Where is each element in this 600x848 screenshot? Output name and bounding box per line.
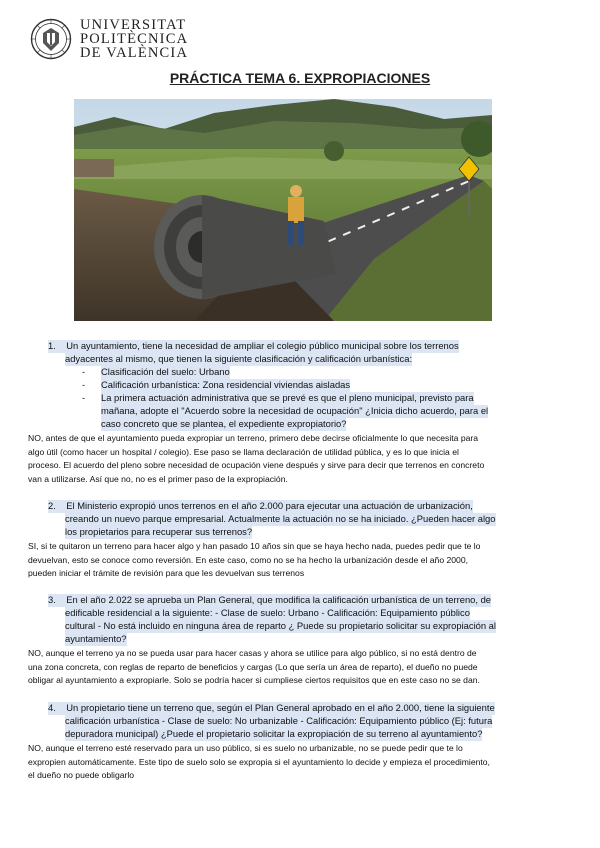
question-2-line-1 — [48, 500, 473, 513]
question-3-line-2: edificable residencial a la siguiente: - Clase de suelo: Urbano - Calificación: Equipamiento público — [65, 607, 470, 618]
question-4-line-1 — [48, 702, 495, 715]
answer-1-line: NO, antes de que el ayuntamiento pueda expropiar un terreno, primero debe decirse oficialmente lo que necesita para — [28, 433, 479, 443]
bullet-2 — [82, 379, 85, 392]
answer-1-line: van a utilizarse. Así que no, no es el primer paso de la expropiación. — [28, 473, 288, 484]
answer-1 — [28, 432, 576, 486]
bullet-1 — [82, 366, 85, 379]
answer-1-line: algo útil (como hacer un hospital / colegio). Ese paso se llama declaración de utilidad pública, y es lo que inicia el — [28, 446, 459, 457]
question-1-number: 1. — [48, 340, 56, 351]
question-4-line-3: depuradora municipal) ¿Puede el propietario solicitar la expropiación de su terreno al ayuntamiento? — [65, 728, 483, 739]
question-3-line-3: cultural - No está incluido en ninguna área de reparto ¿ Puede su propietario solicitar su expropiación al — [65, 620, 496, 631]
answer-1-line: proceso. El acuerdo del pleno sobre necesidad de ocupación viene después y sirve para decir que terrenos en concreto — [28, 460, 485, 470]
question-2-number: 2. — [48, 500, 56, 511]
question-4-text-line1: Un propietario tiene un terreno que, según el Plan General aprobado en el año 2.000, tiene la siguiente — [66, 702, 495, 713]
answer-2-line: SI, si te quitaron un terreno para hacer algo y han pasado 10 años sin que se haya hecho nada, puedes pedir que te lo — [28, 541, 481, 551]
answer-2-line: pueden iniciar el trámite de revisión para que les devuelvan sus terrenos — [28, 568, 305, 578]
question-1-line-1 — [48, 340, 459, 353]
bullet-dash: - — [82, 379, 86, 390]
answer-2 — [28, 540, 576, 581]
question-3-number: 3. — [48, 594, 56, 605]
bullet-dash: - — [82, 392, 86, 403]
answer-3-line: NO, aunque el terreno ya no se pueda usar para hacer casas y ahora se utilice para algo público, si no está dentro de — [28, 648, 477, 658]
answer-4-line: NO, aunque el terreno esté reservado para un uso público, si es suelo no urbanizable, no se puede pedir que te lo — [28, 743, 463, 753]
university-name-line1: UNIVERSITAT — [80, 17, 187, 33]
university-name-line2: POLITÈCNICA — [80, 31, 189, 47]
question-3-line-4: ayuntamiento? — [65, 633, 127, 644]
university-header — [30, 16, 188, 62]
question-1-text-line1: Un ayuntamiento, tiene la necesidad de ampliar el colegio público municipal sobre los terrenos — [66, 340, 459, 351]
university-name — [80, 18, 188, 60]
question-1-text-line2: adyacentes al mismo, que tienen la siguiente clasificación y calificación urbanística: — [65, 353, 413, 364]
bullet-3-text-line2: mañana, adopte el "Acuerdo sobre la necesidad de ocupación" ¿Inicia dicho acuerdo, para el — [101, 405, 489, 416]
question-2-line-3: los propietarios para recuperar sus terrenos? — [65, 526, 253, 537]
university-name-line3: DE VALÈNCIA — [80, 45, 189, 61]
question-2-line-2: creando un nuevo parque empresarial. Actualmente la actuación no se ha iniciado. ¿Pueden hacer algo — [65, 513, 496, 524]
answer-3 — [28, 647, 576, 688]
bullet-3-text-line1: La primera actuación administrativa que se prevé es que el pleno municipal, previsto para — [101, 392, 474, 403]
bullet-3-text-line3: caso concreto que se plantea, el expediente expropiatorio? — [101, 418, 347, 429]
answer-4-line: el dueño no puede obligarlo — [28, 770, 135, 780]
road-roll-illustration — [74, 99, 492, 321]
answer-4-line: expropien automáticamente. Este tipo de suelo solo se expropia si el ayuntamiento lo decide y empieza el procedimiento, — [28, 756, 490, 767]
question-1-line-2 — [65, 353, 412, 366]
bullet-1-text: Clasificación del suelo: Urbano — [101, 366, 230, 377]
bullet-dash: - — [82, 366, 86, 377]
question-3-text-line1: En el año 2.022 se aprueba un Plan General, que modifica la calificación urbanística de un terreno, de — [66, 594, 492, 605]
answer-2-line: devuelvan, esto se conoce como reversión. En este caso, como no se ha hecho la urbanización desde el año 2000, — [28, 554, 468, 565]
bullet-3 — [82, 392, 85, 405]
question-4-number: 4. — [48, 702, 56, 713]
question-2-text-line1: El Ministerio expropió unos terrenos en el año 2.000 para ejecutar una actuación de urbanización, — [66, 500, 473, 511]
page-title: PRÁCTICA TEMA 6. EXPROPIACIONES — [169, 70, 431, 86]
answer-3-line: obligar al ayuntamiento a expropiarle. Solo se podría hacer si cumpliese ciertos requisitos que en este caso no se dan. — [28, 675, 480, 685]
question-4-line-2: calificación urbanística - Clase de suelo: No urbanizable - Calificación: Equipamiento público (Ej: futura — [65, 715, 493, 726]
bullet-2-text: Calificación urbanística: Zona residencial viviendas aisladas — [101, 379, 351, 390]
university-seal-icon — [30, 18, 72, 60]
answer-3-line: una zona concreta, con reglas de reparto de beneficios y cargas (Lo que sería un área de reparto), el dueño no puede — [28, 661, 478, 672]
answer-4 — [28, 742, 576, 783]
question-3-line-1 — [48, 594, 491, 607]
